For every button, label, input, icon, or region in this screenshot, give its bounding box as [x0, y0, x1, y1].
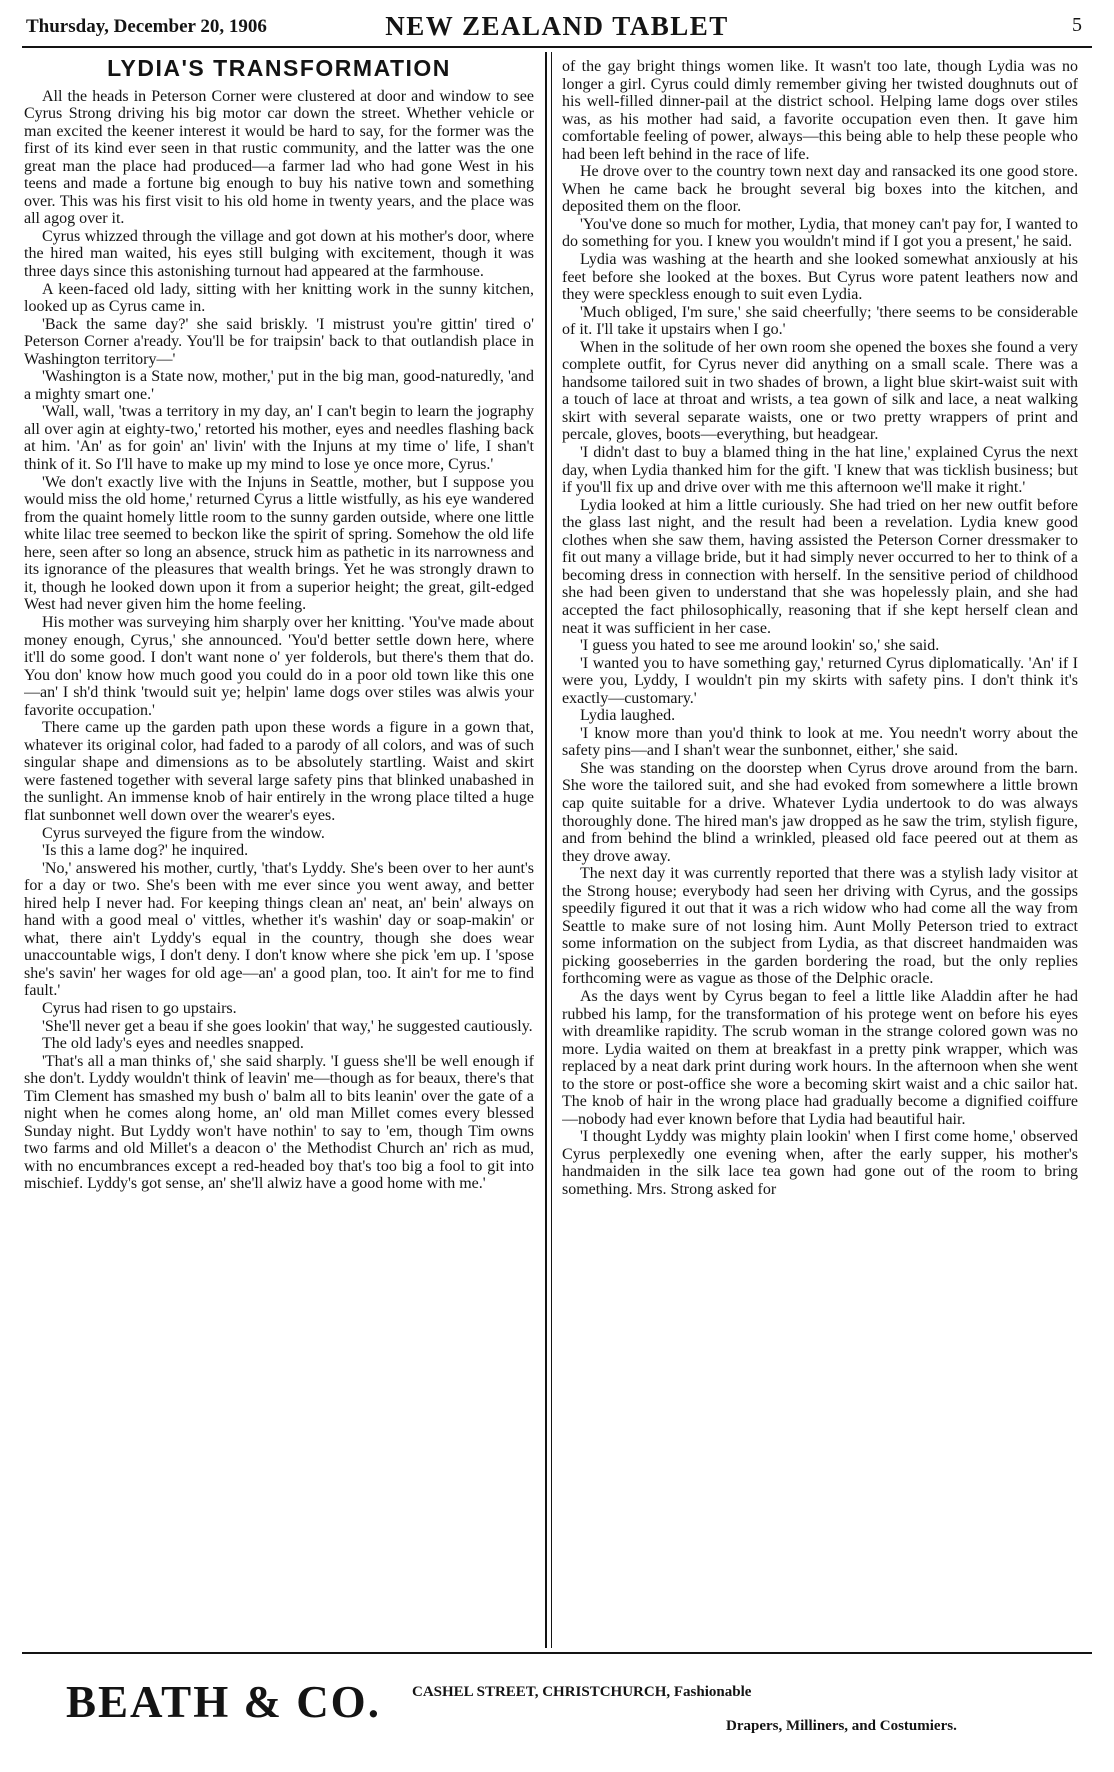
footer-divider	[22, 1652, 1092, 1654]
paragraph: 'That's all a man thinks of,' she said sharply. 'I guess she'll be well enough if she don't. Lyddy wouldn't think of leavin' me—though as for beaux, there's that Tim Clement has smashed my bush o' balm all to bits leanin' over the gate of a night when he comes along home, an' old man Millet comes every blessed Sunday night. But Lyddy won't have nothin' to say to 'em, though Tim owns two farms and old Millet's a deacon o' the Methodist Church an' rich as mud, with no encumbrances except a red-headed boy that's too big a fool to git into mischief. Lyddy's got sense, an' she'll alwiz have a good home with me.'	[24, 1052, 534, 1193]
paragraph: 'No,' answered his mother, curtly, 'that's Lyddy. She's been over to her aunt's for a day or two. She's been with me ever since you went away, and better hired help I never had. For keeping things clean an' neat, an' bein' always on hand with a good meal o' vittles, whether it's washin' day or soap-makin' or what, there ain't Lyddy's equal in the country, though she does wear unaccountable wigs, I don't deny. I don't know where she pick 'em up. I 'spose she's savin' her wages for old age—an' a good plan, too. It ain't for me to find fault.'	[24, 859, 534, 1000]
paragraph: 'I wanted you to have something gay,' returned Cyrus diplomatically. 'An' if I were you, Lyddy, I wouldn't pin my skirts with safety pins. I don't think it's exactly—customary.'	[562, 654, 1078, 707]
paragraph: There came up the garden path upon these words a figure in a gown that, whatever its original color, had faded to a parody of all colors, and was of such singular shape and dimensions as to be absolutely startling. Waist and skirt were fastened together with several large safety pins that blinked unabashed in the sunlight. An immense knob of hair entirely in the wrong place tilted a huge flat sunbonnet well down over the wearer's eyes.	[24, 719, 534, 824]
advertiser-address: CASHEL STREET, CHRISTCHURCH, Fashionable	[412, 1684, 752, 1700]
article-title: LYDIA'S TRANSFORMATION	[107, 58, 451, 81]
paragraph: Cyrus had risen to go upstairs.	[42, 999, 237, 1017]
paragraph: 'Washington is a State now, mother,' put in the big man, good-naturedly, 'and a mighty smart one.'	[24, 368, 534, 403]
column-divider	[545, 52, 547, 1648]
paragraph: Lydia looked at him a little curiously. She had tried on her new outfit before the glass last night, and the result had been a revelation. Lydia knew good clothes when she saw them, having assisted the Peterson Corner dressmaker to fit out many a village bride, but it had simply never occurred to her to think of a becoming dress in connection with herself. In the sensitive period of childhood she had been given to understand that she was hopelessly plain, and she had accepted the fact philosophically, reasoning that if she kept herself clean and neat it was sufficient in her case.	[562, 496, 1078, 637]
paragraph: 'We don't exactly live with the Injuns in Seattle, mother, but I suppose you would miss the old home,' returned Cyrus a little wistfully, as his eye wandered from the quaint homely little room to the sunny garden outside, where one little white lilac tree seemed to beckon like the spirit of spring. Somehow the old life here, seen after so long an absence, struck him as pathetic in its narrowness and its ignorance of the pleasures that wealth brings. Yet he was strongly drawn to it, though he looked down upon it from a superior height; the great, gilt-edged West had never given him the home feeling.	[24, 473, 534, 614]
paragraph: All the heads in Peterson Corner were clustered at door and window to see Cyrus Strong driving his big motor car down the street. Whether vehicle or man excited the keener interest it would be hard to say, for the former was the first of its kind ever seen in that rustic community, and the latter was the one great man the place had produced—a farmer lad who had gone West in his teens and made a fortune big enough to buy his native town and something over. This was his first visit to his old home in twenty years, and the place was all agog over it.	[24, 87, 534, 228]
paragraph: Cyrus surveyed the figure from the window.	[42, 824, 325, 842]
paragraph: Lydia was washing at the hearth and she looked somewhat anxiously at his feet before she looked at the boxes. But Cyrus wore patent leathers now and they were speckless enough to suit even Lydia.	[562, 251, 1078, 304]
paragraph: The old lady's eyes and needles snapped.	[42, 1035, 304, 1053]
advertiser-name: BEATH & CO.	[66, 1677, 381, 1727]
paragraph: She was standing on the doorstep when Cyrus drove around from the barn. She wore the tailored suit, and she had evoked from somewhere a little brown cap quite suitable for a drive. Whatever Lydia undertook to do was always thoroughly done. The hired man's jaw dropped as he saw the trim, stylish figure, and from behind the blind a wrinkled, pleased old face peered out at them as they drove away.	[562, 759, 1078, 865]
issue-date: Thursday, December 20, 1906	[26, 16, 267, 37]
paragraph: As the days went by Cyrus began to feel a little like Aladdin after he had rubbed his lamp, for the transformation of his protege went on before his eyes with dreamlike rapidity. The scrub woman in the strange colored gown was no more. Lydia waited on them at breakfast in a pretty pink wrapper, which was replaced by a neat dark print during work hours. In the afternoon when she went to the store or post-office she wore a becoming skirt waist and a chic sailor hat. The knob of hair in the wrong place had gradually become a dignified coiffure—nobody had ever known before that Lydia had beautiful hair.	[562, 987, 1078, 1128]
paragraph: Cyrus whizzed through the village and got down at his mother's door, where the hired man waited, his eyes still bulging with excitement, though it was three days since this astonishing turnout had appeared at the farmhouse.	[24, 227, 534, 281]
masthead	[22, 8, 1092, 48]
paragraph: of the gay bright things women like. It wasn't too late, though Lydia was no longer a girl. Cyrus could dimly remember giving her twisted doughnuts out of his well-filled dinner-pail at the district school. Helping lame dogs over stiles was, as his mother had said, a favorite occupation even then. It gave him comfortable feeling of power, always—this being able to help these people who had been left behind in the race of life.	[562, 58, 1078, 163]
newspaper-title: NEW ZEALAND TABLET	[385, 11, 729, 41]
paragraph: 'Back the same day?' she said briskly. 'I mistrust you're gittin' tired o' Peterson Corner a'ready. You'll be for traipsin' back to that outlandish place in Washington territory—'	[24, 315, 534, 368]
paragraph: When in the solitude of her own room she opened the boxes she found a very complete outfit, for Cyrus never did anything on a small scale. There was a handsome tailored suit in two shades of brown, a light blue skirt-waist suit with a touch of lace at throat and wrists, a tea gown of silk and lace, a neat walking skirt with several separate waists, one or two pretty wrappers of print and percale, gloves, boots—everything, but headgear.	[562, 338, 1078, 444]
paragraph: His mother was surveying him sharply over her knitting. 'You've made about money enough, Cyrus,' she announced. 'You'd better settle down here, where it'll do some good. I don't want none o' yer folderols, but there's them that do. You don' know how much good you could do in a poor old town like this one—an' I sh'd think 'twould suit ye; helpin' lame dogs over stiles was alwis your favorite occupation.'	[24, 613, 534, 719]
paragraph: The next day it was currently reported that there was a stylish lady visitor at the Strong house; everybody had seen her driving with Cyrus, and the gossips speedily figured it out that it was a rich widow who had come all the way from Seattle to make sure of not losing him. Aunt Molly Peterson tried to extract some information on the subject from Lydia, as that discreet handmaiden was picking gooseberries in the garden bordering the road, but the only replies forthcoming were as vague as those of the Delphic oracle.	[562, 865, 1078, 988]
paragraph: 'Wall, wall, 'twas a territory in my day, an' I can't begin to learn the jography all over agin at eighty-two,' retorted his mother, eyes and needles flashing back at him. 'An' as for goin' an' livin' with the Injuns at my time o' life, I shan't think of it. So I'll have to make up my mind to lose ye once more, Cyrus.'	[24, 403, 534, 474]
right-column	[562, 58, 1078, 1646]
advertiser-trades: Drapers, Milliners, and Costumiers.	[726, 1718, 957, 1734]
column-divider-thin	[551, 52, 552, 1648]
paragraph: 'I know more than you'd think to look at me. You needn't worry about the safety pins—and I shan't wear the sunbonnet, either,' she said.	[562, 724, 1078, 760]
paragraph: Lydia laughed.	[580, 707, 676, 725]
paragraph: 'Is this a lame dog?' he inquired.	[42, 842, 249, 860]
paragraph: 'You've done so much for mother, Lydia, that money can't pay for, I wanted to do something for you. I knew you wouldn't mind if I got you a present,' he said.	[562, 215, 1078, 251]
advertisement	[22, 1662, 1092, 1766]
paragraph: 'I didn't dast to buy a blamed thing in the hat line,' explained Cyrus the next day, when Lydia thanked him for the gift. 'I knew that was ticklish business; but if you'll fix up and drive over with me this afternoon we'll make it right.'	[562, 444, 1078, 497]
page-number: 5	[1072, 14, 1082, 36]
paragraph: A keen-faced old lady, sitting with her knitting work in the sunny kitchen, looked up as Cyrus came in.	[24, 280, 534, 316]
paragraph: 'I guess you hated to see me around lookin' so,' she said.	[580, 637, 940, 655]
paragraph: 'She'll never get a beau if she goes lookin' that way,' he suggested cautiously.	[42, 1017, 533, 1035]
paragraph: 'I thought Lyddy was mighty plain lookin' when I first come home,' observed Cyrus perplexedly one evening when, after the early supper, his mother's handmaiden in the silk lace tea gown had gone out of the room to bring something. Mrs. Strong asked for	[562, 1128, 1078, 1198]
left-column	[24, 58, 534, 1646]
paragraph: 'Much obliged, I'm sure,' she said cheerfully; 'there seems to be considerable of it. I'll take it upstairs when I go.'	[562, 303, 1078, 339]
paragraph: He drove over to the country town next day and ransacked its one good store. When he came back he brought several big boxes into the kitchen, and deposited them on the floor.	[562, 163, 1078, 216]
